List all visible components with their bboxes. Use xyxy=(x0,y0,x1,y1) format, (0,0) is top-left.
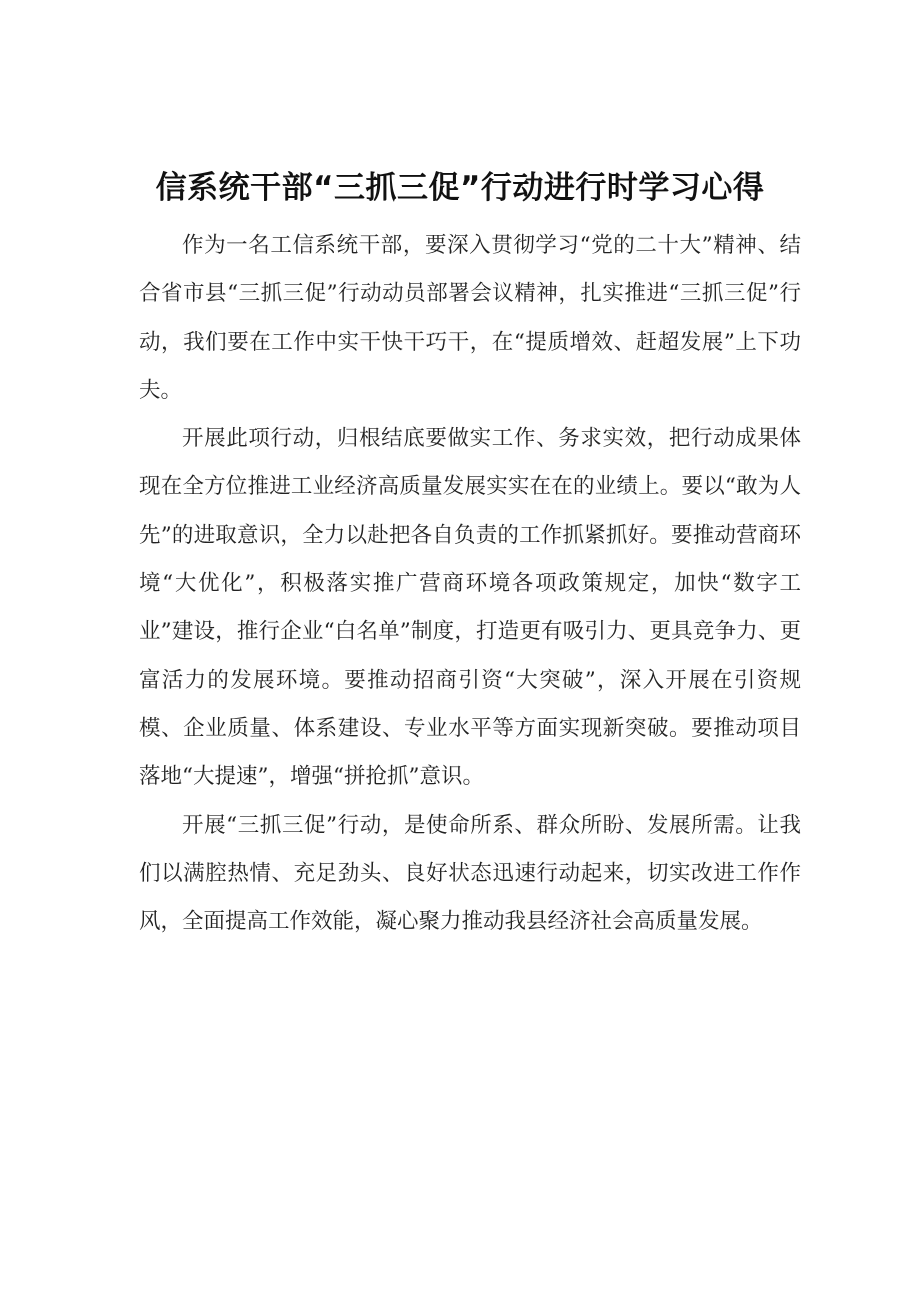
document-title: 信系统干部“三抓三促”行动进行时学习心得 xyxy=(155,169,765,206)
paragraph-1: 作为一名工信系统干部，要深入贯彻学习“党的二十大”精神、结合省市县“三抓三促”行动动员部署会议精神，扎实推进“三抓三促”行动，我们要在工作中实干快干巧干，在“提质增效、赶超发展”上下功夫。 xyxy=(139,233,801,403)
paragraph-3: 开展“三抓三促”行动，是使命所系、群众所盼、发展所需。让我们以满腔热情、充足劲头、良好状态迅速行动起来，切实改进工作作风，全面提高工作效能，凝心聚力推动我县经济社会高质量发展。 xyxy=(139,812,801,935)
paragraph-2: 开展此项行动，归根结底要做实工作、务求实效，把行动成果体现在全方位推进工业经济高质量发展实实在在的业绩上。要以“敢为人先”的进取意识，全力以赴把各自负责的工作抓紧抓好。要推动营商环境“大优化”，积极落实推广营商环境各项政策规定，加快“数字工业”建设，推行企业“白名单”制度，打造更有吸引力、更具竞争力、更富活力的发展环境。要推动招商引资“大突破”，深入开展在引资规模、企业质量、体系建设、专业水平等方面实现新突破。要推动项目落地“大提速”，增强“拼抢抓”意识。 xyxy=(139,426,801,790)
document-body xyxy=(139,222,801,946)
